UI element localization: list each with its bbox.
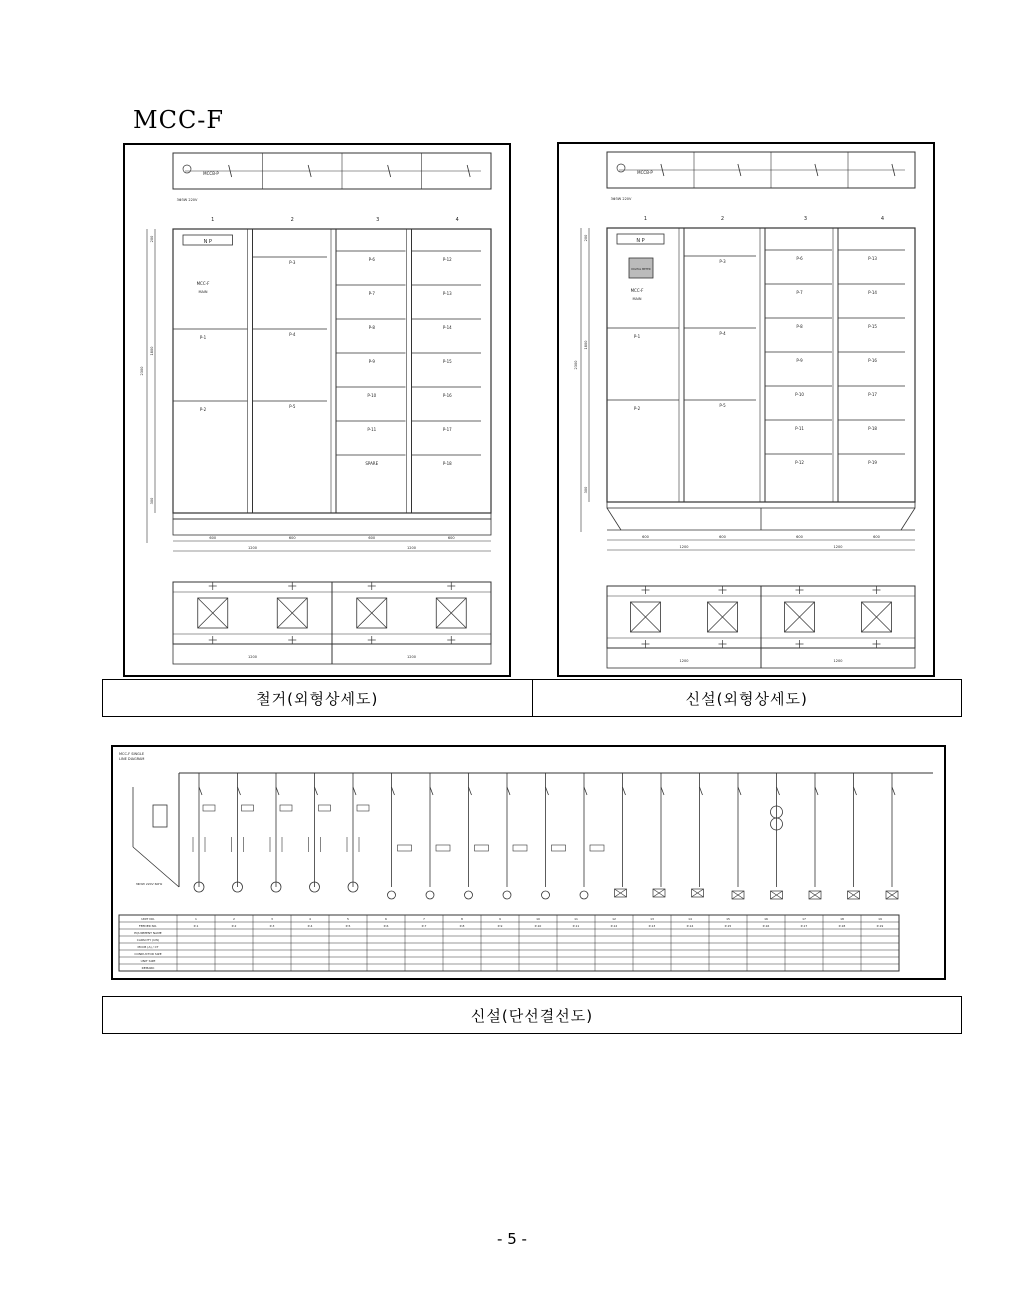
left-drawing-frame: [123, 143, 511, 677]
table-cell: UNIT NO.: [141, 917, 155, 921]
unit-label: P-1: [199, 335, 207, 340]
unit-label: P-15: [442, 359, 452, 364]
dim-label: 600: [873, 535, 880, 539]
table-cell: P-13: [648, 924, 656, 928]
np-label: N P: [636, 238, 645, 244]
sld-title: MCC-F SINGLE: [119, 752, 145, 756]
table-cell: 12: [612, 917, 616, 921]
feeder-breaker: [238, 787, 241, 795]
unit-label: P-12: [795, 460, 804, 465]
table-cell: P-15: [724, 924, 732, 928]
table-cell: CONDUCTOR SIZE: [134, 952, 162, 956]
column-number: 3: [376, 217, 380, 223]
feeder-breaker: [700, 787, 703, 795]
relay-box: [513, 845, 527, 851]
feeder-breaker: [854, 787, 857, 795]
table-cell: 10: [536, 917, 540, 921]
table-cell: P-12: [610, 924, 618, 928]
table-cell: P-14: [686, 924, 694, 928]
unit-label: P-18: [442, 461, 452, 466]
table-cell: 1: [195, 917, 197, 921]
single-line-diagram-frame: [111, 745, 946, 980]
unit-label: P-1: [633, 334, 641, 339]
single-line-caption-table: [102, 996, 962, 1034]
unit-label: P-10: [367, 393, 377, 398]
table-cell: 16: [764, 917, 768, 921]
table-cell: 11: [574, 917, 578, 921]
unit-name: MCC-F: [630, 288, 644, 293]
motor-symbol: [388, 891, 396, 899]
drawing-caption-table: [102, 679, 962, 717]
header-label: MCCB-P: [637, 170, 653, 175]
table-cell: P-1: [193, 924, 199, 928]
unit-label: P-11: [795, 426, 804, 431]
caption-removal: 철거(외형상세도): [256, 689, 379, 708]
unit-label: P-7: [796, 290, 803, 295]
panel-body: [173, 229, 491, 513]
table-cell: P-11: [572, 924, 580, 928]
voltage-label: 3Φ3W 220V: [176, 198, 198, 202]
table-cell: 18: [840, 917, 844, 921]
base-channel: [607, 502, 915, 508]
relay-box: [398, 845, 412, 851]
table-cell: 2: [233, 917, 235, 921]
table-cell: EQUIPMENT NAME: [134, 931, 162, 935]
table-cell: 7: [423, 917, 425, 921]
motor-symbol: [580, 891, 588, 899]
dim-label: 1200: [679, 545, 689, 549]
feeder-breaker: [469, 787, 472, 795]
dim-label: 600: [642, 535, 649, 539]
unit-label: P-12: [442, 257, 452, 262]
table-cell: P-7: [421, 924, 427, 928]
feeder-breaker: [276, 787, 279, 795]
unit-name: MCC-F: [196, 281, 210, 286]
unit-label: P-14: [442, 325, 452, 330]
ct-symbol: [617, 164, 625, 172]
unit-label: P-3: [719, 259, 726, 264]
table-cell: P-18: [838, 924, 846, 928]
ct-symbol: [183, 165, 191, 173]
page-number: - 5 -: [497, 1230, 527, 1248]
unit-label: P-7: [368, 291, 375, 296]
relay-box: [357, 805, 369, 811]
plan-dim-label: 1200: [407, 655, 416, 659]
base-floor: [173, 519, 491, 535]
base-leg: [607, 508, 621, 530]
unit-label: P-17: [442, 427, 452, 432]
table-cell: 8: [461, 917, 463, 921]
table-cell: FEEDER NO.: [138, 924, 158, 928]
table-cell: 3: [271, 917, 273, 921]
relay-box: [590, 845, 604, 851]
table-cell: P-5: [345, 924, 351, 928]
table-cell: P-4: [307, 924, 313, 928]
feeder-breaker: [661, 787, 664, 795]
table-cell: P-16: [762, 924, 770, 928]
feeder-breaker: [777, 787, 780, 795]
table-cell: P-8: [459, 924, 465, 928]
unit-label: P-5: [719, 403, 726, 408]
unit-label: P-2: [633, 406, 641, 411]
table-cell: UNIT SIZE: [140, 959, 156, 963]
dim-label: 600: [447, 536, 455, 540]
unit-label: P-14: [868, 290, 877, 295]
dim-label: 2300: [140, 366, 144, 376]
left-panel-drawing: [125, 145, 509, 675]
feeder-breaker: [892, 787, 895, 795]
table-cell: 9: [499, 917, 501, 921]
column-number: 2: [290, 217, 294, 223]
table-cell: 19: [878, 917, 882, 921]
table-cell: 17: [802, 917, 806, 921]
unit-label: P-15: [868, 324, 877, 329]
unit-label: P-18: [868, 426, 877, 431]
unit-label: P-8: [796, 324, 803, 329]
motor-symbol: [465, 891, 473, 899]
meter-label: DIGITAL METER: [631, 268, 651, 271]
relay-box: [552, 845, 566, 851]
dim-label: 600: [719, 535, 726, 539]
table-cell: 13: [650, 917, 654, 921]
motor-symbol: [503, 891, 511, 899]
dim-label: 1200: [407, 546, 416, 550]
dim-label: 200: [584, 234, 588, 242]
table-cell: P-9: [497, 924, 503, 928]
caption-new-install: 신설(외형상세도): [532, 680, 962, 716]
meter-box: [153, 805, 167, 827]
feed-link: [133, 847, 179, 887]
unit-label: P-13: [442, 291, 452, 296]
table-cell: CAPACITY (kW): [136, 938, 160, 942]
voltage-label: 3Φ3W 220V: [610, 197, 632, 201]
table-cell: REMARK: [141, 966, 155, 970]
sld-title: LINE DIAGRAM: [119, 757, 145, 761]
feeder-breaker: [353, 787, 356, 795]
unit-label: P-16: [868, 358, 877, 363]
relay-box: [319, 805, 331, 811]
base-leg: [901, 508, 915, 530]
dim-label: 300: [584, 486, 588, 494]
feeder-breaker: [584, 787, 587, 795]
feeder-breaker: [546, 787, 549, 795]
unit-label: P-6: [368, 257, 375, 262]
dim-label: 1200: [833, 545, 843, 549]
unit-label: P-10: [795, 392, 804, 397]
feeder-breaker: [815, 787, 818, 795]
plan-dim-label: 1200: [833, 659, 843, 663]
dim-label: 600: [288, 536, 296, 540]
dim-label: 300: [150, 497, 154, 505]
unit-label: P-8: [368, 325, 375, 330]
single-line-diagram: [113, 747, 944, 978]
column-number: 1: [643, 216, 648, 222]
unit-label: P-11: [367, 427, 377, 432]
table-cell: P-19: [876, 924, 884, 928]
unit-label: P-9: [796, 358, 803, 363]
unit-sub: MAIN: [632, 297, 642, 301]
dim-label: 600: [796, 535, 803, 539]
unit-label: P-13: [868, 256, 877, 261]
unit-label: P-4: [289, 332, 296, 337]
table-cell: MCCB (A) / CT: [137, 945, 159, 949]
table-cell: P-10: [534, 924, 542, 928]
unit-label: P-16: [442, 393, 452, 398]
table-cell: P-3: [269, 924, 275, 928]
column-number: 1: [211, 217, 215, 223]
table-cell: 4: [309, 917, 311, 921]
table-cell: 15: [726, 917, 730, 921]
relay-box: [436, 845, 450, 851]
header-label: MCCB-P: [203, 171, 219, 176]
unit-label: P-2: [199, 407, 207, 412]
dim-label: 2300: [574, 360, 578, 370]
table-cell: P-6: [383, 924, 389, 928]
unit-label: P-17: [868, 392, 877, 397]
dim-label: 600: [209, 536, 217, 540]
column-number: 3: [803, 216, 808, 222]
np-label: N P: [203, 239, 212, 245]
table-cell: 6: [385, 917, 387, 921]
feeder-breaker: [738, 787, 741, 795]
unit-label: P-6: [796, 256, 803, 261]
motor-symbol: [426, 891, 434, 899]
dim-label: 200: [150, 235, 154, 243]
dim-label: 1200: [248, 546, 257, 550]
relay-box: [475, 845, 489, 851]
base-channel: [173, 513, 491, 519]
dim-label: 1800: [150, 346, 154, 356]
relay-box: [280, 805, 292, 811]
dim-label: 600: [368, 536, 376, 540]
table-cell: 14: [688, 917, 692, 921]
unit-label: P-9: [368, 359, 375, 364]
unit-label: P-19: [868, 460, 877, 465]
motor-symbol: [542, 891, 550, 899]
feeder-breaker: [430, 787, 433, 795]
unit-label: SPARE: [365, 461, 379, 466]
feeder-breaker: [199, 787, 202, 795]
plan-dim-label: 1200: [248, 655, 257, 659]
unit-label: P-4: [719, 331, 726, 336]
feeder-breaker: [623, 787, 626, 795]
relay-box: [242, 805, 254, 811]
table-cell: 5: [347, 917, 349, 921]
unit-label: P-5: [289, 404, 296, 409]
right-drawing-frame: [557, 142, 935, 677]
plan-dim-label: 1200: [679, 659, 689, 663]
column-number: 4: [880, 216, 885, 222]
unit-label: P-3: [289, 260, 296, 265]
table-cell: P-2: [231, 924, 237, 928]
caption-single-line: 신설(단선결선도): [470, 1006, 594, 1025]
source-label: 3Φ3W 220V 60Hz: [135, 882, 163, 886]
unit-sub: MAIN: [198, 290, 208, 294]
page-title: MCC-F: [133, 106, 225, 134]
feeder-breaker: [392, 787, 395, 795]
column-number: 2: [720, 216, 725, 222]
right-panel-drawing: [559, 144, 933, 675]
feeder-breaker: [507, 787, 510, 795]
table-cell: P-17: [800, 924, 808, 928]
column-number: 4: [455, 217, 459, 223]
relay-box: [203, 805, 215, 811]
feeder-breaker: [315, 787, 318, 795]
dim-label: 1800: [584, 340, 588, 350]
